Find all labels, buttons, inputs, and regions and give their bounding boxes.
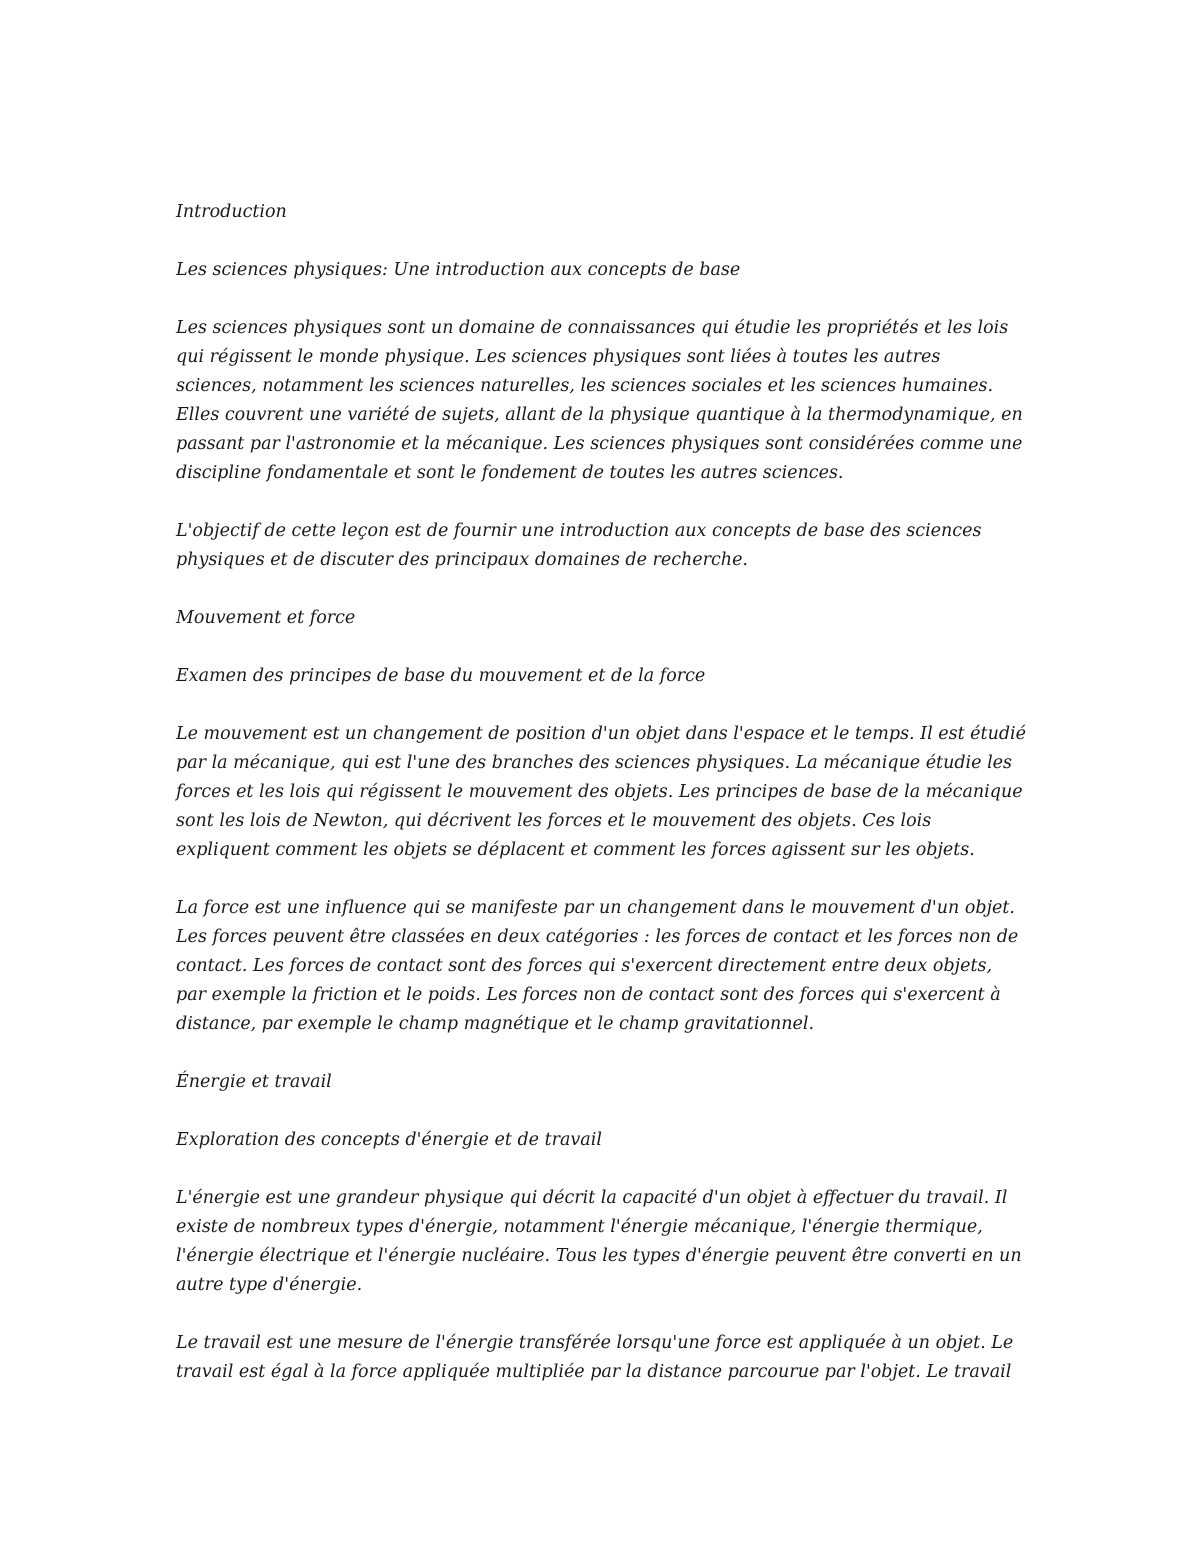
paragraph-intro-2: L'objectif de cette leçon est de fournir une introduction aux concepts de base des sciences physiques et de discuter des principaux domaines de recherche. bbox=[176, 521, 982, 570]
subheading-intro: Les sciences physiques: Une introduction aux concepts de base bbox=[176, 260, 741, 280]
heading-energie-travail: Énergie et travail bbox=[176, 1072, 332, 1092]
subheading-energie-travail: Exploration des concepts d'énergie et de travail bbox=[176, 1130, 602, 1150]
paragraph-force: La force est une influence qui se manifeste par un changement dans le mouvement d'un objet. Les forces peuvent être classées en deux catégories : les forces de contact et les forces non de contact. Les forces de contact sont des forces qui s'exercent directement entre deux objets, par exemple la friction et le poids. Les forces non de contact sont des forces qui s'exercent à distance, par exemple le champ magnétique et le champ gravitationnel. bbox=[176, 898, 1019, 1034]
paragraph-energie: L'énergie est une grandeur physique qui décrit la capacité d'un objet à effectuer du travail. Il existe de nombreux types d'énergie, notamment l'énergie mécanique, l'énergie thermique, l'énergie électrique et l'énergie nucléaire. Tous les types d'énergie peuvent être converti en un autre type d'énergie. bbox=[176, 1188, 1022, 1295]
paragraph-mouvement: Le mouvement est un changement de position d'un objet dans l'espace et le temps. Il est étudié par la mécanique, qui est l'une des branches des sciences physiques. La mécanique étudie les forces et les lois qui régissent le mouvement des objets. Les principes de base de la mécanique sont les lois de Newton, qui décrivent les forces et le mouvement des objets. Ces lois expliquent comment les objets se déplacent et comment les forces agissent sur les objets. bbox=[176, 724, 1026, 860]
subheading-mouvement-force: Examen des principes de base du mouvement et de la force bbox=[176, 666, 706, 686]
heading-mouvement-force: Mouvement et force bbox=[176, 608, 356, 628]
heading-introduction: Introduction bbox=[176, 202, 287, 222]
paragraph-intro-1: Les sciences physiques sont un domaine de connaissances qui étudie les propriétés et les lois qui régissent le monde physique. Les sciences physiques sont liées à toutes les autres sciences, notamment les sciences naturelles, les sciences sociales et les sciences humaines. Elles couvrent une variété de sujets, allant de la physique quantique à la thermodynamique, en passant par l'astronomie et la mécanique. Les sciences physiques sont considérées comme une discipline fondamentale et sont le fondement de toutes les autres sciences. bbox=[176, 318, 1023, 483]
document-body bbox=[176, 198, 1026, 1387]
paragraph-travail: Le travail est une mesure de l'énergie transférée lorsqu'une force est appliquée à un objet. Le travail est égal à la force appliquée multipliée par la distance parcourue par l'objet. Le travail bbox=[176, 1333, 1014, 1382]
